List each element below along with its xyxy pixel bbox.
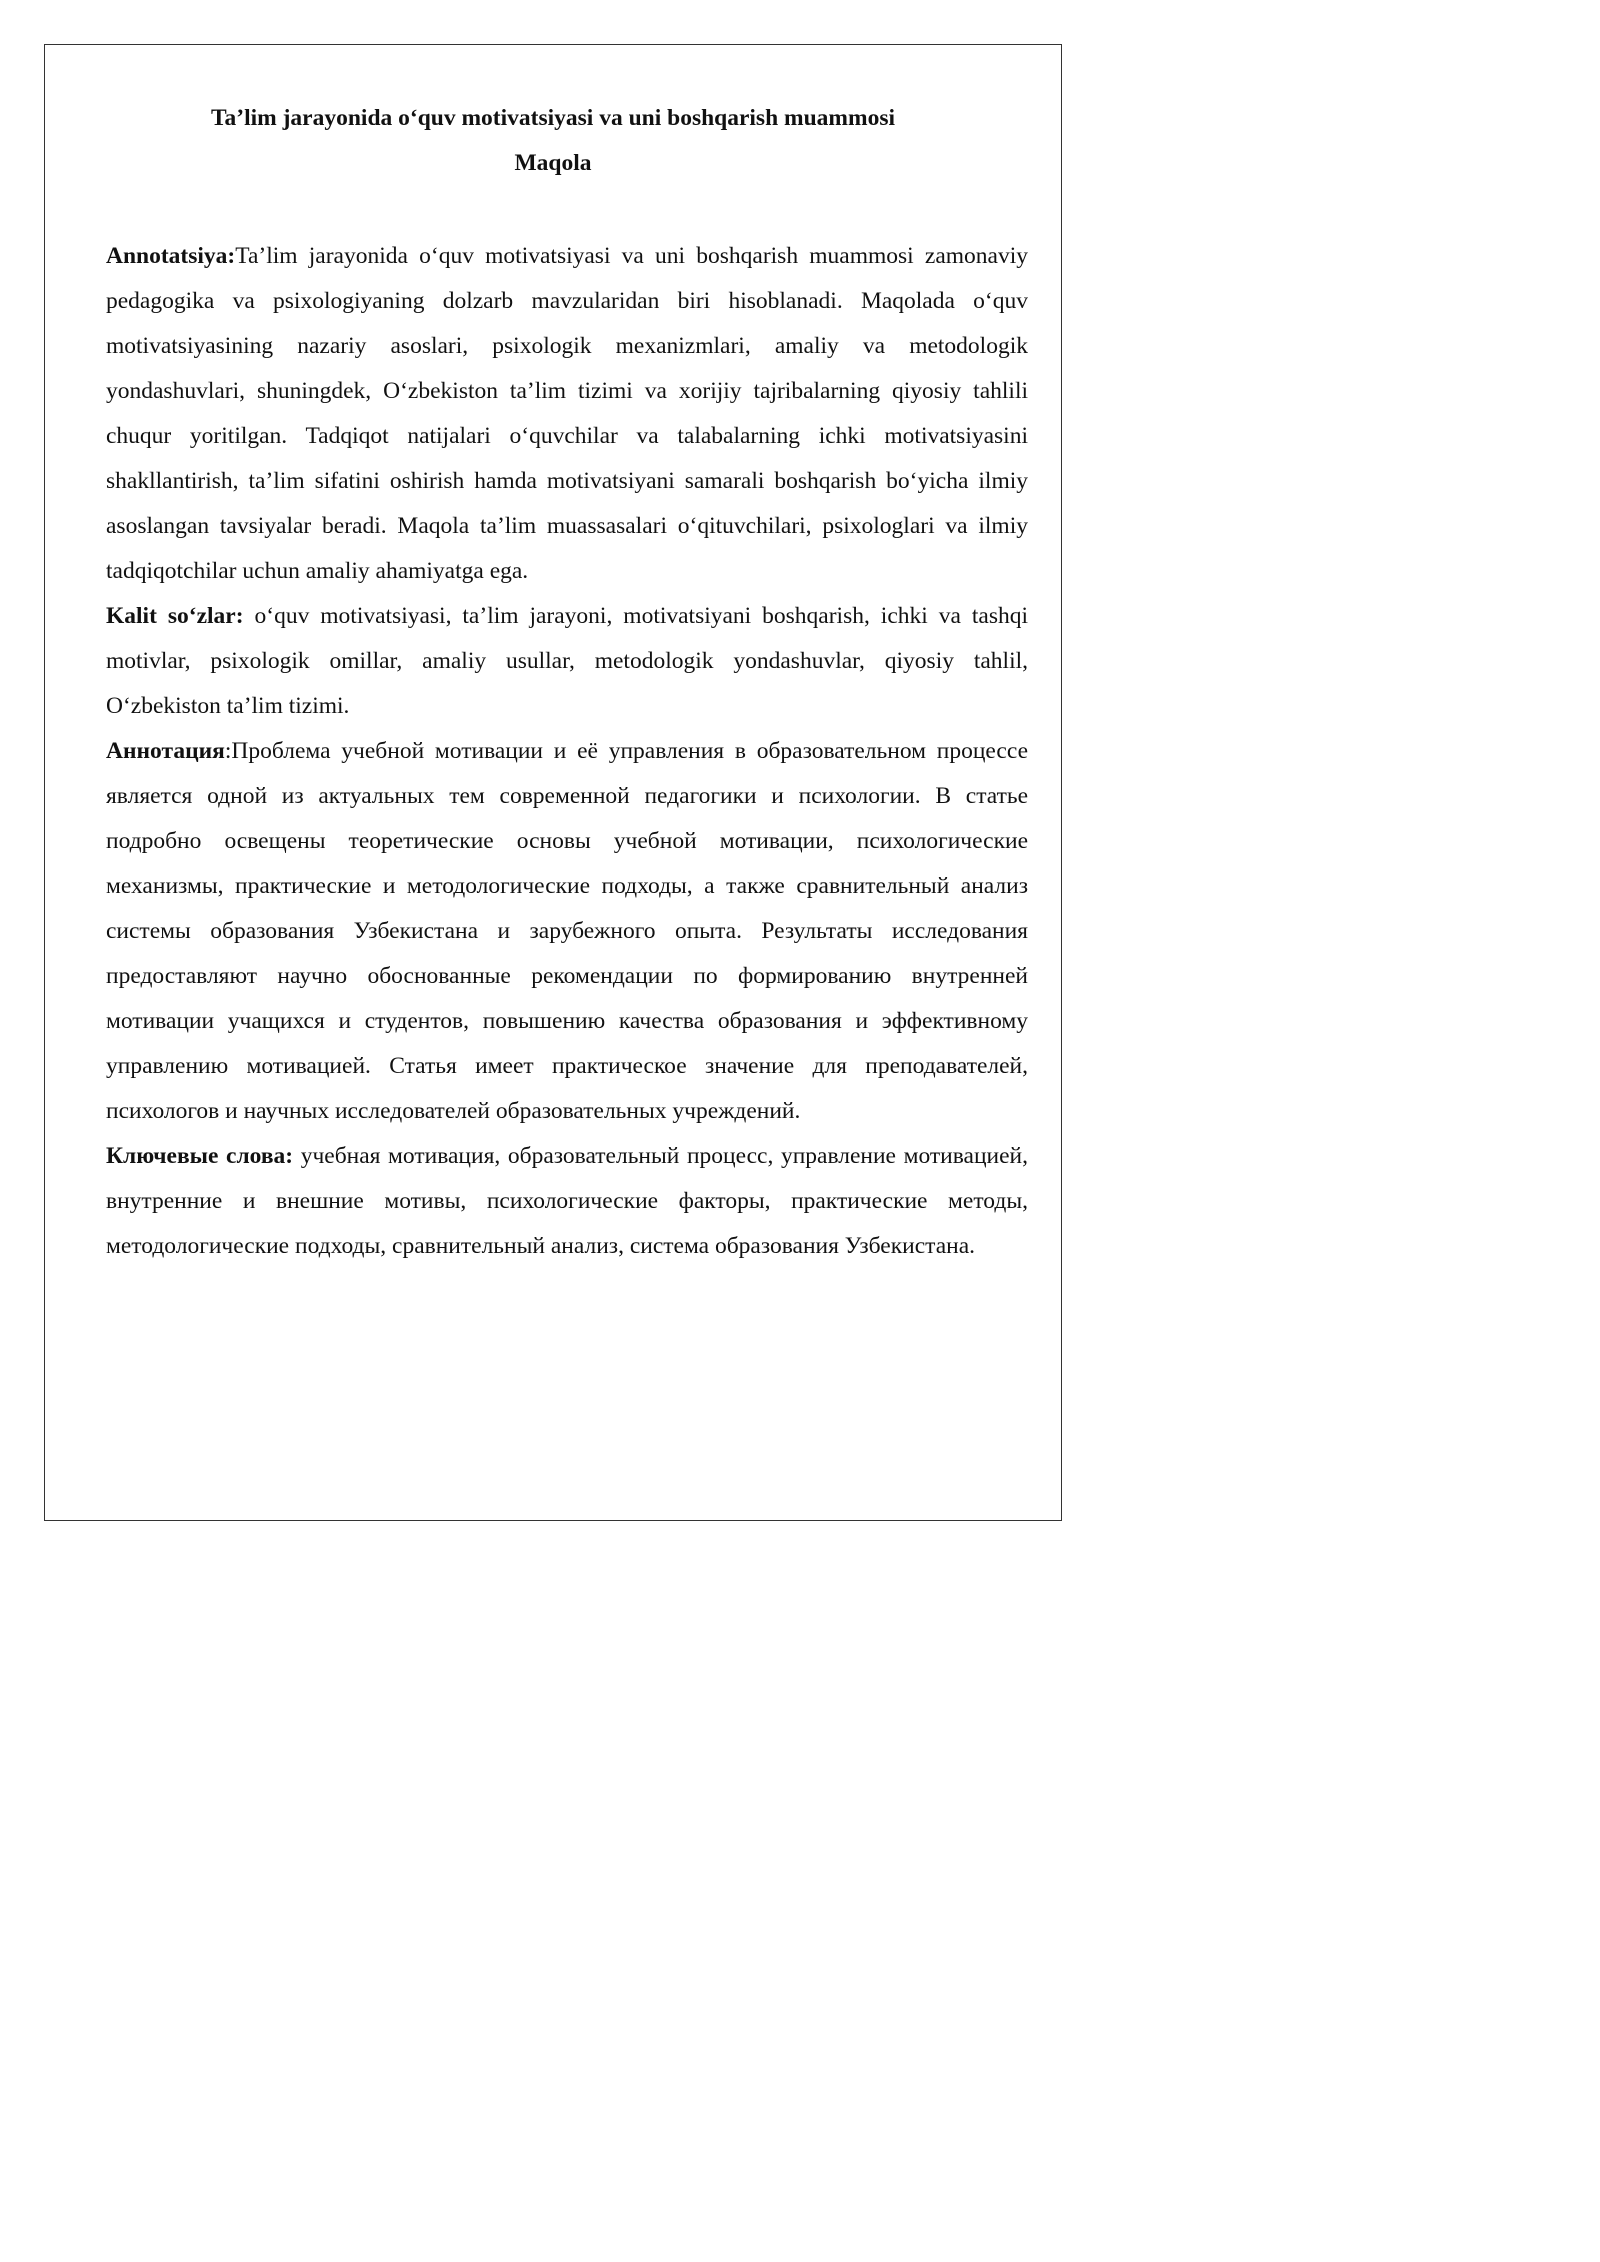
document-subtitle: Maqola (514, 150, 592, 176)
annotation-uz-label: Annotatsiya: (106, 243, 236, 269)
annotation-uz-paragraph (106, 234, 1028, 594)
document-body (106, 234, 1028, 1269)
annotation-ru-label: Аннотация (106, 738, 225, 764)
title-block (44, 96, 1062, 186)
keywords-uz-paragraph (106, 594, 1028, 729)
keywords-ru-label: Ключевые слова: (106, 1143, 294, 1169)
annotation-ru-text: :Проблема учебной мотивации и её управления в образовательном процессе является одной из актуальных тем современной педагогики и психологии. В статье подробно освещены теоретические основы учебной мотивации, психологические механизмы, практические и методологические подходы, а также сравнительный анализ системы образования Узбекистана и зарубежного опыта. Результаты исследования предоставляют научно обоснованные рекомендации по формированию внутренней мотивации учащихся и студентов, повышению качества образования и эффективному управлению мотивацией. Статья имеет практическое значение для преподавателей, психологов и научных исследователей образовательных учреждений. (106, 738, 1028, 1124)
keywords-ru-paragraph (106, 1134, 1028, 1269)
keywords-uz-text: o‘quv motivatsiyasi, ta’lim jarayoni, motivatsiyani boshqarish, ichki va tashqi motivlar, psixologik omillar, amaliy usullar, metodologik yondashuvlar, qiyosiy tahlil, O‘zbekiston ta’lim tizimi. (106, 603, 1028, 719)
document-title: Ta’lim jarayonida o‘quv motivatsiyasi va uni boshqarish muammosi (210, 105, 895, 131)
keywords-ru-text: учебная мотивация, образовательный процесс, управление мотивацией, внутренние и внешние мотивы, психологические факторы, практические методы, методологические подходы, сравнительный анализ, система образования Узбекистана. (106, 1143, 1028, 1259)
keywords-uz-label: Kalit so‘zlar: (106, 603, 244, 629)
annotation-uz-text: Ta’lim jarayonida o‘quv motivatsiyasi va uni boshqarish muammosi zamonaviy pedagogika va psixologiyaning dolzarb mavzularidan biri hisoblanadi. Maqolada o‘quv motivatsiyasining nazariy asoslari, psixologik mexanizmlari, amaliy va metodologik yondashuvlari, shuningdek, O‘zbekiston ta’lim tizimi va xorijiy tajribalarning qiyosiy tahlili chuqur yoritilgan. Tadqiqot natijalari o‘quvchilar va talabalarning ichki motivatsiyasini shakllantirish, ta’lim sifatini oshirish hamda motivatsiyani samarali boshqarish bo‘yicha ilmiy asoslangan tavsiyalar beradi. Maqola ta’lim muassasalari o‘qituvchilari, psixologlari va ilmiy tadqiqotchilar uchun amaliy ahamiyatga ega. (106, 243, 1028, 584)
annotation-ru-paragraph (106, 729, 1028, 1134)
